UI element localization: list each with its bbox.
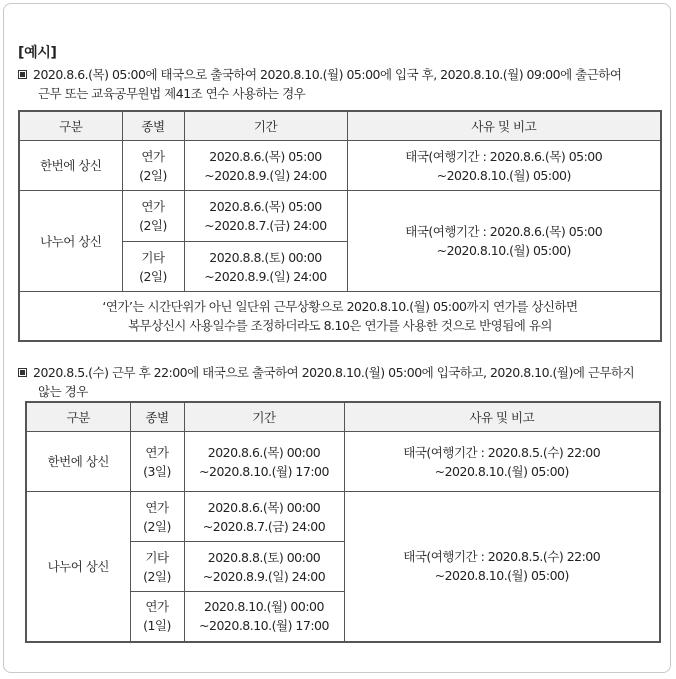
example2-description [18,363,634,401]
bullet-square-icon [18,70,27,79]
type-cell: 연가 (2일) [130,492,184,542]
example2-desc-line1: 2020.8.5.(수) 근무 후 22:00에 태국으로 출국하여 2020.8.10.(월) 05:00에 입국하고, 2020.8.10.(월)에 근무하지 [33,365,635,380]
category-cell: 나누어 상신 [19,191,122,292]
type-cell: 연가 (2일) [122,141,184,191]
period-cell: 2020.8.6.(목) 05:00 ~2020.8.7.(금) 24:00 [184,191,347,242]
type-cell: 연가 (2일) [122,191,184,242]
table-row [19,191,661,242]
category-cell: 나누어 상신 [26,492,130,642]
period-cell: 2020.8.6.(목) 05:00 ~2020.8.9.(일) 24:00 [184,141,347,191]
table-row [19,141,661,191]
category-cell: 한번에 상신 [26,432,130,492]
header-type: 종별 [122,111,184,141]
period-cell: 2020.8.6.(목) 00:00 ~2020.8.10.(월) 17:00 [184,432,344,492]
category-cell: 한번에 상신 [19,141,122,191]
note-cell: 태국(여행기간 : 2020.8.6.(목) 05:00 ~2020.8.10.(월) 05:00) [347,141,661,191]
type-cell: 연가 (3일) [130,432,184,492]
example2-desc-line2: 않는 경우 [38,384,88,399]
footnote-cell: ‘연가’는 시간단위가 아닌 일단위 근무상황으로 2020.8.10.(월) 05:00까지 연가를 상신하면 복무상신시 사용일수를 조정하더라도 8.10은 연가를 사용한 것으로 반영됨에 유의 [19,292,661,341]
type-cell: 연가 (1일) [130,592,184,642]
header-type: 종별 [130,402,184,432]
period-cell: 2020.8.10.(월) 00:00 ~2020.8.10.(월) 17:00 [184,592,344,642]
example1-table [18,110,662,342]
table-row [26,432,660,492]
section-heading: [예시] [18,45,57,61]
table-row [26,492,660,542]
header-note: 사유 및 비고 [347,111,661,141]
period-cell: 2020.8.8.(토) 00:00 ~2020.8.9.(일) 24:00 [184,242,347,292]
table-header-row [19,111,661,141]
example1-desc-line1: 2020.8.6.(목) 05:00에 태국으로 출국하여 2020.8.10.(월) 05:00에 입국 후, 2020.8.10.(월) 09:00에 출근하여 [33,67,622,82]
note-cell: 태국(여행기간 : 2020.8.6.(목) 05:00 ~2020.8.10.(월) 05:00) [347,191,661,292]
bullet-square-icon [18,368,27,377]
header-category: 구분 [26,402,130,432]
header-note: 사유 및 비고 [344,402,660,432]
example1-description [18,65,621,103]
type-cell: 기타 (2일) [130,542,184,592]
header-category: 구분 [19,111,122,141]
header-period: 기간 [184,111,347,141]
note-cell: 태국(여행기간 : 2020.8.5.(수) 22:00 ~2020.8.10.(월) 05:00) [344,492,660,642]
note-cell: 태국(여행기간 : 2020.8.5.(수) 22:00 ~2020.8.10.(월) 05:00) [344,432,660,492]
footnote-row [19,292,661,341]
example2-table [25,401,661,643]
period-cell: 2020.8.6.(목) 00:00 ~2020.8.7.(금) 24:00 [184,492,344,542]
table-header-row [26,402,660,432]
example1-desc-line2: 근무 또는 교육공무원법 제41조 연수 사용하는 경우 [38,86,306,101]
period-cell: 2020.8.8.(토) 00:00 ~2020.8.9.(일) 24:00 [184,542,344,592]
header-period: 기간 [184,402,344,432]
type-cell: 기타 (2일) [122,242,184,292]
